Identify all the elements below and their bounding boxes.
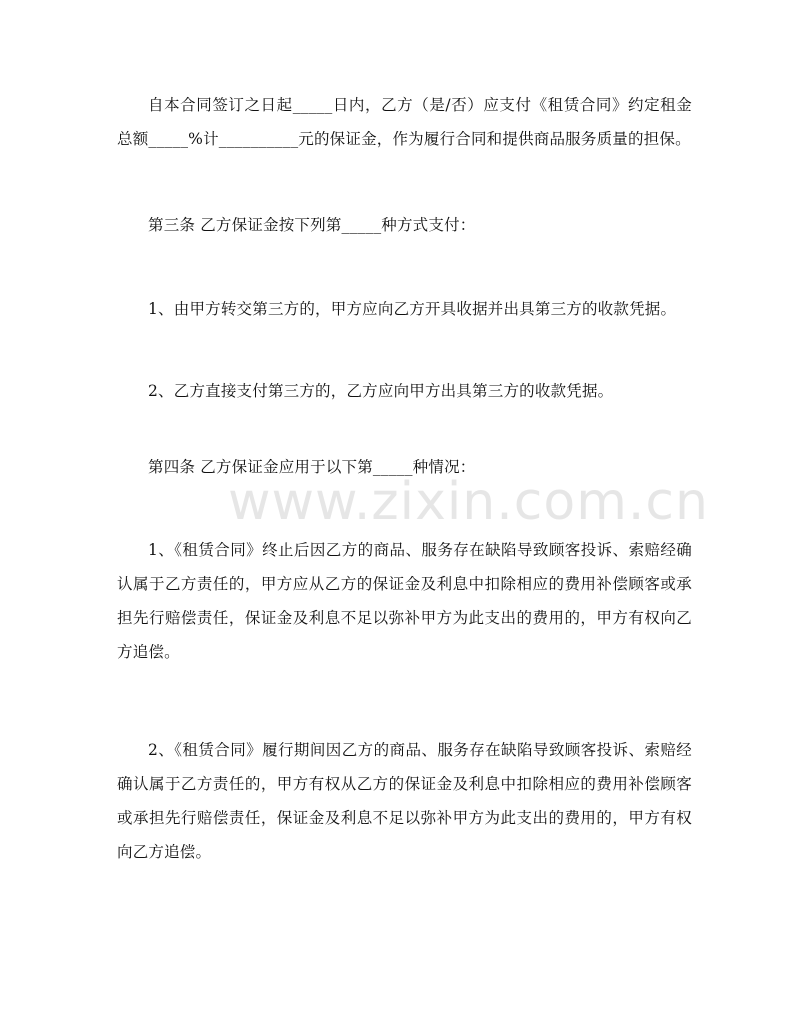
watermark: www.zixin.com.cn [228, 472, 709, 532]
article-4-item-1: 1、《租赁合同》终止后因乙方的商品、服务存在缺陷导致顾客投诉、索赔经确认属于乙方责任的，甲方应从乙方的保证金及利息中扣除相应的费用补偿顾客或承担先行赔偿责任，保证金及利息不足以弥补甲方为此支出的费用的，甲方有权向乙方追偿。 [117, 541, 692, 661]
article-3-heading: 第三条 乙方保证金按下列第_____种方式支付： [148, 216, 476, 234]
article-3-item-2: 2、乙方直接支付第三方的，乙方应向甲方出具第三方的收款凭据。 [148, 382, 614, 400]
deposit-clause-paragraph: 自本合同签订之日起_____日内，乙方（是/否）应支付《租赁合同》约定租金总额_____%计__________元的保证金，作为履行合同和提供商品服务质量的担保。 [117, 96, 692, 148]
article-4-heading: 第四条 乙方保证金应用于以下第_____种情况： [148, 458, 476, 476]
article-4-item-2: 2、《租赁合同》履行期间因乙方的商品、服务存在缺陷导致顾客投诉、索赔经确认属于乙方责任的，甲方有权从乙方的保证金及利息中扣除相应的费用补偿顾客或承担先行赔偿责任，保证金及利息不足以弥补甲方为此支出的费用的，甲方有权向乙方追偿。 [117, 741, 692, 861]
article-3-item-1: 1、由甲方转交第三方的，甲方应向乙方开具收据并出具第三方的收款凭据。 [148, 300, 677, 318]
